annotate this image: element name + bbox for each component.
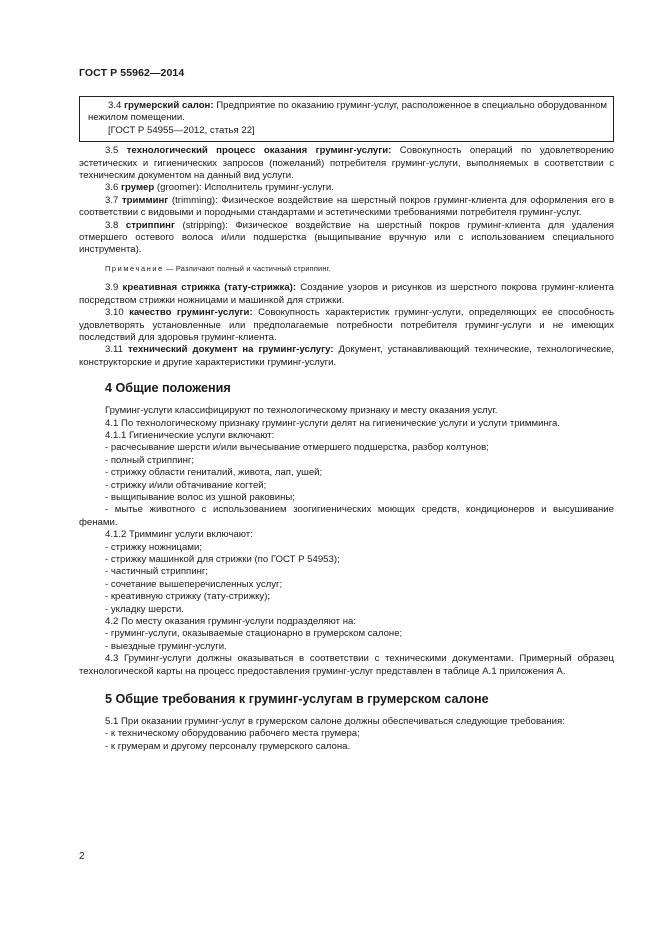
term: креативная стрижка (тату-стрижка): [122, 282, 297, 294]
list-item: - расчесывание шерсти и/или вычесывание отмершего подшерстка, разбор колтунов; [105, 442, 489, 454]
list-item: - стрижку и/или обтачивание когтей; [105, 479, 267, 491]
paragraph-4-1-1: 4.1.1 Гигиенические услуги включают: [105, 429, 275, 441]
list-item: - выщипывание волос из ушной раковины; [105, 491, 295, 503]
definition-3-8: 3.8 стриппинг (stripping): Физическое воздействие на шерстный покров груминг-клиента для удаления отмершего остевого волоса и/или подшерстка (выщипывание вручную или с использованием специального инструмента). [79, 219, 614, 256]
list-item: - стрижку ножницами; [105, 541, 202, 553]
definition-reference: [ГОСТ Р 54955—2012, статья 22] [108, 124, 255, 136]
definition-3-7: 3.7 тримминг (trimming): Физическое воздействие на шерстный покров груминг-клиента для оформления его в соответствии с видовыми и породными стандартами и эстетическими требованиями потребителя груминг-услуг. [79, 194, 614, 219]
section-4-heading: 4 Общие положения [105, 381, 231, 396]
definition-3-4: 3.4 грумерский салон: Предприятие по оказанию груминг-услуг, расположенное в специально оборудованном нежилом помещении. [88, 100, 607, 124]
note-label: Примечание [105, 263, 164, 273]
definition-3-5: 3.5 технологический процесс оказания груминг-услуги: Совокупность операций по удовлетворению эстетических и гигиенических запросов (пожеланий) потребителя груминг-услуги, выполняемых в соответствии с техническим документом на данный вид услуги. [79, 145, 614, 182]
term: грумер [121, 182, 155, 194]
list-item: - к техническому оборудованию рабочего места грумера; [105, 728, 360, 740]
paragraph: Груминг-услуги классифицируют по технологическому признаку и месту оказания услуг. [105, 405, 498, 417]
paragraph-5-1: 5.1 При оказании груминг-услуг в грумерском салоне должны обеспечиваться следующие требования: [105, 716, 565, 728]
page-body [79, 96, 614, 753]
list-item: - укладку шерсти. [105, 603, 184, 615]
section-5-heading: 5 Общие требования к груминг-услугам в грумерском салоне [105, 692, 489, 707]
term: тримминг [121, 194, 169, 206]
list-item: - мытье животного с использованием зоогигиенических моющих средств, кондиционеров и высушивание фенами. [79, 504, 614, 528]
paragraph-4-1-2: 4.1.2 Тримминг услуги включают: [105, 529, 253, 541]
list-item: - полный стриппинг; [105, 454, 195, 466]
list-item: - стрижку области гениталий, живота, лап, ушей; [105, 467, 323, 479]
definition-3-9: 3.9 креативная стрижка (тату-стрижка): Создание узоров и рисунков из шерстного покрова груминг-клиента посредством стрижки ножницами и машинкой для стрижки. [79, 282, 614, 306]
paragraph-4-1: 4.1 По технологическому признаку груминг-услуги делят на гигиенические услуги и услуги тримминга. [105, 417, 561, 429]
boxed-definition [79, 96, 614, 142]
note: Примечание — Различают полный и частичный стриппинг. [105, 263, 331, 273]
term: технический документ на груминг-услугу: [127, 344, 334, 356]
list-item: - к грумерам и другому персоналу грумерского салона. [105, 740, 351, 752]
running-header: ГОСТ Р 55962—2014 [79, 67, 185, 79]
definition-3-11: 3.11 технический документ на груминг-услугу: Документ, устанавливающий технические, технологические, конструкторские и другие характеристики груминг-услуги. [79, 344, 614, 368]
definition-3-6: 3.6 грумер (groomer): Исполнитель груминг-услуги. [105, 182, 334, 194]
list-item: - выездные груминг-услуги. [105, 640, 227, 652]
term: качество груминг-услуги: [129, 307, 253, 319]
term: технологический процесс оказания груминг-услуги: [126, 145, 392, 157]
list-item: - стрижку машинкой для стрижки (по ГОСТ Р 54953); [105, 554, 340, 565]
paragraph-4-3: 4.3 Груминг-услуги должны оказываться в соответствии с техническими документами. Примерный образец технологической карты на процесс предоставления груминг-услуг представлен в таблице А.1 приложения А. [79, 653, 614, 677]
list-item: - сочетание вышеперечисленных услуг; [105, 578, 283, 590]
list-item: - креативную стрижку (тату-стрижку); [105, 591, 271, 603]
paragraph-4-2: 4.2 По месту оказания груминг-услуги подразделяют на: [105, 616, 357, 628]
term: грумерский салон: [124, 100, 214, 111]
term: стриппинг [125, 219, 175, 231]
list-item: - частичный стриппинг; [105, 566, 209, 578]
list-item: - груминг-услуги, оказываемые стационарно в грумерском салоне; [105, 628, 403, 640]
page-number: 2 [79, 851, 85, 862]
definition-3-10: 3.10 качество груминг-услуги: Совокупность характеристик груминг-услуги, определяющих ее способность удовлетворять установленные или предполагаемые потребности потребителя груминг-услуги и не имеющих последствий для здоровья груминг-клиента. [79, 307, 614, 343]
